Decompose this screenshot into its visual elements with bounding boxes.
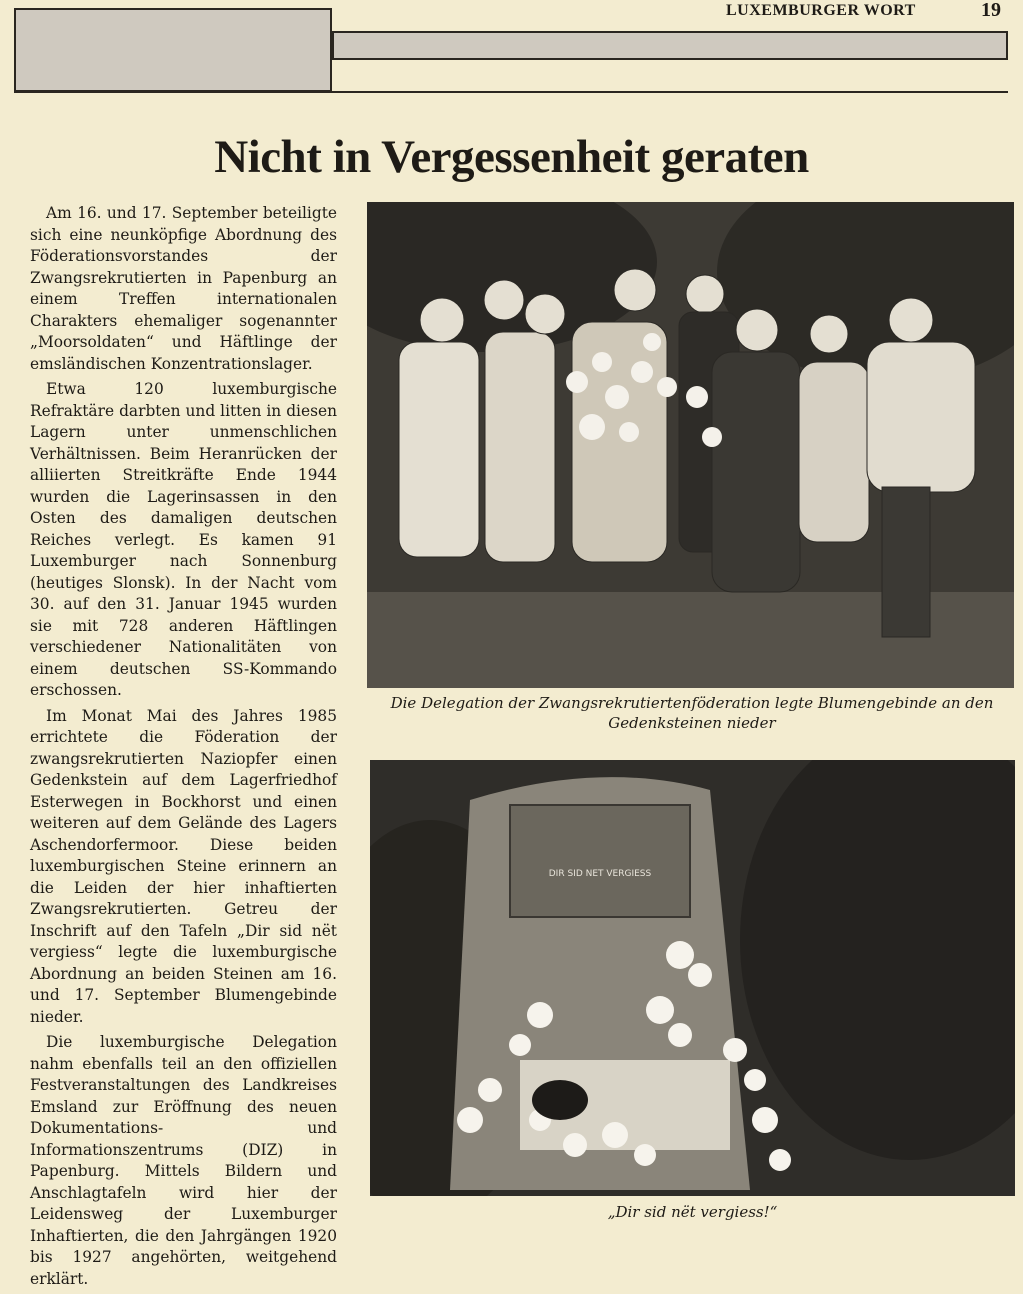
article-paragraph-2: Etwa 120 luxemburgische Refraktäre darbten und litten in diesen Lagern unter unmenschlichen Verhältnissen. Beim Heranrücken der alliierten Streitkräfte Ende 1944 wurden die Lagerinsassen in den Osten des damaligen deutschen Reiches verlegt. Es kamen 91 Luxemburger nach Sonnenburg (heutiges Slonsk). In der Nacht vom 30. auf den 31. Januar 1945 wurden sie mit 728 anderen Häftlingen verschiedener Nationalitäten von einem deutschen SS-Kommando erschossen. (30, 380, 337, 699)
memorial-photo (370, 760, 1015, 1196)
article-paragraph-1: Am 16. und 17. September beteiligte sich eine neunköpfige Abordnung des Föderationsvorstandes der Zwangsrekrutierten in Papenburg an einem Treffen internationalen Charakters ehemaliger sogenannter „Moorsoldaten“ und Häftlinge der emsländischen Konzentrationslager. (30, 204, 337, 373)
delegation-photo (367, 202, 1014, 688)
article-paragraph-3: Im Monat Mai des Jahres 1985 errichtete die Föderation der zwangsrekrutierten Naziopfer einen Gedenkstein auf dem Lagerfriedhof Esterwegen in Bockhorst und einen weiteren auf dem Gelände des Lagers Aschendorfermoor. Diese beiden luxemburgischen Steine erinnern an die Leiden der hier inhaftierten Zwangsrekrutierten. Getreu der Inschrift auf den Tafeln „Dir sid nët vergiess“ legte die luxemburgische Abordnung an beiden Steinen am 16. und 17. September Blumengebinde nieder. (30, 706, 337, 1026)
delegation-photo-illustration (367, 202, 1014, 688)
page-number: 19 (981, 0, 1001, 21)
article-headline: Nicht in Vergessenheit geraten (214, 131, 809, 183)
plaque-text: DIR SID NET VERGIESS (548, 869, 652, 879)
article-paragraph-4: Die luxemburgische Delegation nahm ebenfalls teil an den offiziellen Festveranstaltungen des Landkreises Emsland zur Eröffnung des neuen Dokumentations- und Informationszentrums (DIZ) in Papenburg. Mittels Bildern und Anschlagtafeln wird hier der Leidensweg der Luxemburger Inhaftierten, die den Jahrgängen 1920 bis 1927 angehörten, weitgehend erklärt. (30, 1033, 337, 1288)
memorial-photo-illustration (370, 760, 1015, 1196)
header-rule (14, 91, 1008, 93)
header-box (14, 8, 332, 92)
memorial-photo-caption: „Dir sid nët vergiess!“ (607, 1203, 778, 1221)
newspaper-name: LUXEMBURGER WORT (726, 2, 916, 19)
delegation-photo-caption: Die Delegation der Zwangsrekrutiertenföderation legte Blumengebinde an den Gedenksteinen nieder (390, 694, 994, 732)
header-bar (332, 31, 1008, 60)
article-body (30, 203, 337, 1294)
